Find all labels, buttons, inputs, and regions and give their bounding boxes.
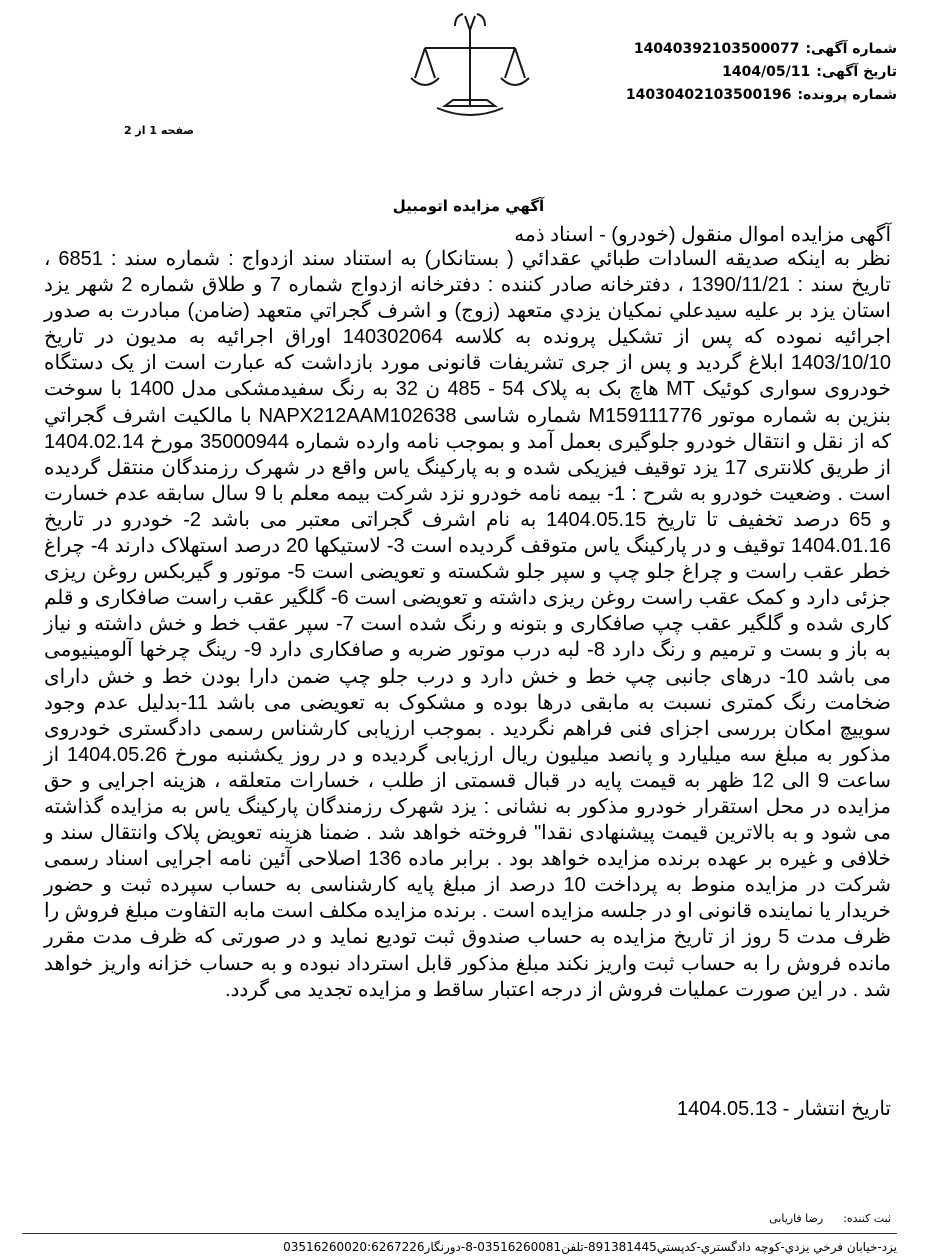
- file-number-row: [577, 84, 897, 107]
- footer-divider: [22, 1233, 897, 1234]
- document-title: آگهي مزايده اتومبيل: [392, 197, 545, 215]
- judiciary-emblem: [385, 8, 555, 158]
- publication-date: تاریخ انتشار - 1404.05.13: [677, 1098, 891, 1120]
- footer-address: يزد-خيابان فرخي يزدي-کوچه دادگستري-کدپستي891381445-تلفن03516260081-8-دورنگار03516260020:6267226: [283, 1240, 897, 1254]
- file-number-label: شماره پرونده:: [797, 87, 897, 103]
- notice-meta: [577, 38, 897, 107]
- notice-date-row: [577, 61, 897, 84]
- document-subtitle: آگهی مزایده اموال منقول (خودرو) - اسناد ذمه: [514, 224, 891, 246]
- notice-number-label: شماره آگهی:: [805, 41, 897, 57]
- notice-date: 1404/05/11: [722, 64, 811, 80]
- document-body: نظر به اینکه صدیقه السادات طبائي عقدائي ( بستانکار) به استناد سند ازدواج : شماره سند : 6851 ، تاریخ سند : 1390/11/21 ، دفترخانه صادر کننده : دفترخانه ازدواج شماره 7 و طلاق شماره 2 شهر یزد استان یزد بر علیه سیدعلي نمکیان یزدي متعهد (زوج) و اشرف گجراتي متعهد (ضامن) مبادرت به صدور اجرائیه نموده که پس از تشکیل پرونده به کلاسه 140302064 اوراق اجرائیه به مدیون در تاریخ 1403/10/10 ابلاغ گردید و پس از جری تشریفات قانونی مورد بازداشت که عبارت است از یک دستگاه خودروی سواری کوئیک MT هاچ بک به پلاک 54 - 485 ن 32 به رنگ سفیدمشکی مدل 1400 با سوخت بنزین به شماره موتور M159111776 شماره شاسی NAPX212AAM102638 با مالکیت اشرف گجراتي که از نقل و انتقال خودرو جلوگیری بعمل آمد و بموجب نامه وارده شماره 35000944 مورخ 1404.02.14 از طریق کلانتری 17 یزد توقیف فیزیکی شده و به پارکینگ یاس واقع در شهرک رزمندگان منتقل گردیده است . وضعیت خودرو به شرح : 1- بیمه نامه خودرو نزد شرکت بیمه معلم با 9 سال سابقه عدم خسارت و 65 درصد تخفیف تا تاریخ 1404.05.15 به نام اشرف گجراتی معتبر می باشد 2- خودرو در تاریخ 1404.01.16 توقیف و در پارکینگ یاس متوقف گردیده است 3- لاستیکها 20 درصد استهلاک دارند 4- چراغ خطر عقب راست و چراغ جلو چپ و سپر جلو شکسته و تعویضی است 5- موتور و گیربکس روغن ریزی جزئی دارد و کمک عقب راست روغن ریزی داشته و تعویضی است 6- گلگیر عقب راست صافکاری و قلم کاری شده و گلگیر عقب چپ صافکاری و بتونه و رنگ شده است 7- سپر عقب خط و خش داشته و نیاز به باز و بست و ترمیم و رنگ دارد 8- لبه درب موتور ضربه و صافکاری دارد 9- رینگ چرخها آلومینیومی می باشد 10- درهای جانبی چپ خط و خش دارد و درب جلو چپ ضمن دارا بودن خط و خش دارای ضخامت رنگ کمتری نسبت به مابقی درها بوده و مشکوک به تعویضی می باشد 11-بدلیل عدم وجود سوییچ امکان بررسی اجزای فنی فراهم نگردید . بموجب ارزیابی کارشناس رسمی دادگستری خودروی مذکور به مبلغ سه میلیارد و پانصد میلیون ریال ارزیابی گردیده و در روز یکشنبه مورخ 1404.05.26 از ساعت 9 الی 12 ظهر به قیمت پایه در قبال قسمتی از طلب ، خسارات متعلقه ، هزینه اجرایی و حق مزایده در محل استقرار خودرو مذکور به نشانی : یزد شهرک رزمندگان پارکینگ یاس به مزایده گذاشته می شود و به بالاترین قیمت پیشنهادی نقدا" فروخته خواهد شد . ضمنا هزینه تعویض پلاک وانتقال سند و خلافی و غیره بر عهده برنده مزایده خواهد بود . برابر ماده 136 اصلاحی آئین نامه اجرایی اسناد رسمی شرکت در مزایده منوط به پرداخت 10 درصد از مبلغ پایه کارشناسی به حساب سپرده ثبت و حضور خریدار یا نماینده قانونی او در جلسه مزایده است . برنده مزایده مکلف است مابه التفاوت مبلغ فروش را ظرف مدت 5 روز از تاریخ مزایده به حساب صندوق ثبت تودیع نماید و در صورتی که ظرف مدت مقرر مانده فروش را به حساب ثبت واریز نکند مبلغ مذکور قابل استرداد نبوده و به حساب خزانه واریز خواهد شد . در این صورت عملیات فروش از درجه اعتبار ساقط و مزایده تجدید می گردد.: [44, 248, 892, 1001]
- page-indicator: صفحه 1 از 2: [123, 124, 194, 137]
- registrar-label: ثبت کننده:: [843, 1212, 891, 1225]
- registrar: [491, 1212, 891, 1225]
- scales-of-justice-icon: [385, 8, 555, 158]
- notice-number-row: [577, 38, 897, 61]
- file-number: 14030402103500196: [625, 87, 792, 103]
- notice-date-label: تاریخ آگهی:: [816, 64, 897, 80]
- notice-number: 14040392103500077: [633, 41, 800, 57]
- registrar-name: رضا فاریابی: [769, 1212, 824, 1225]
